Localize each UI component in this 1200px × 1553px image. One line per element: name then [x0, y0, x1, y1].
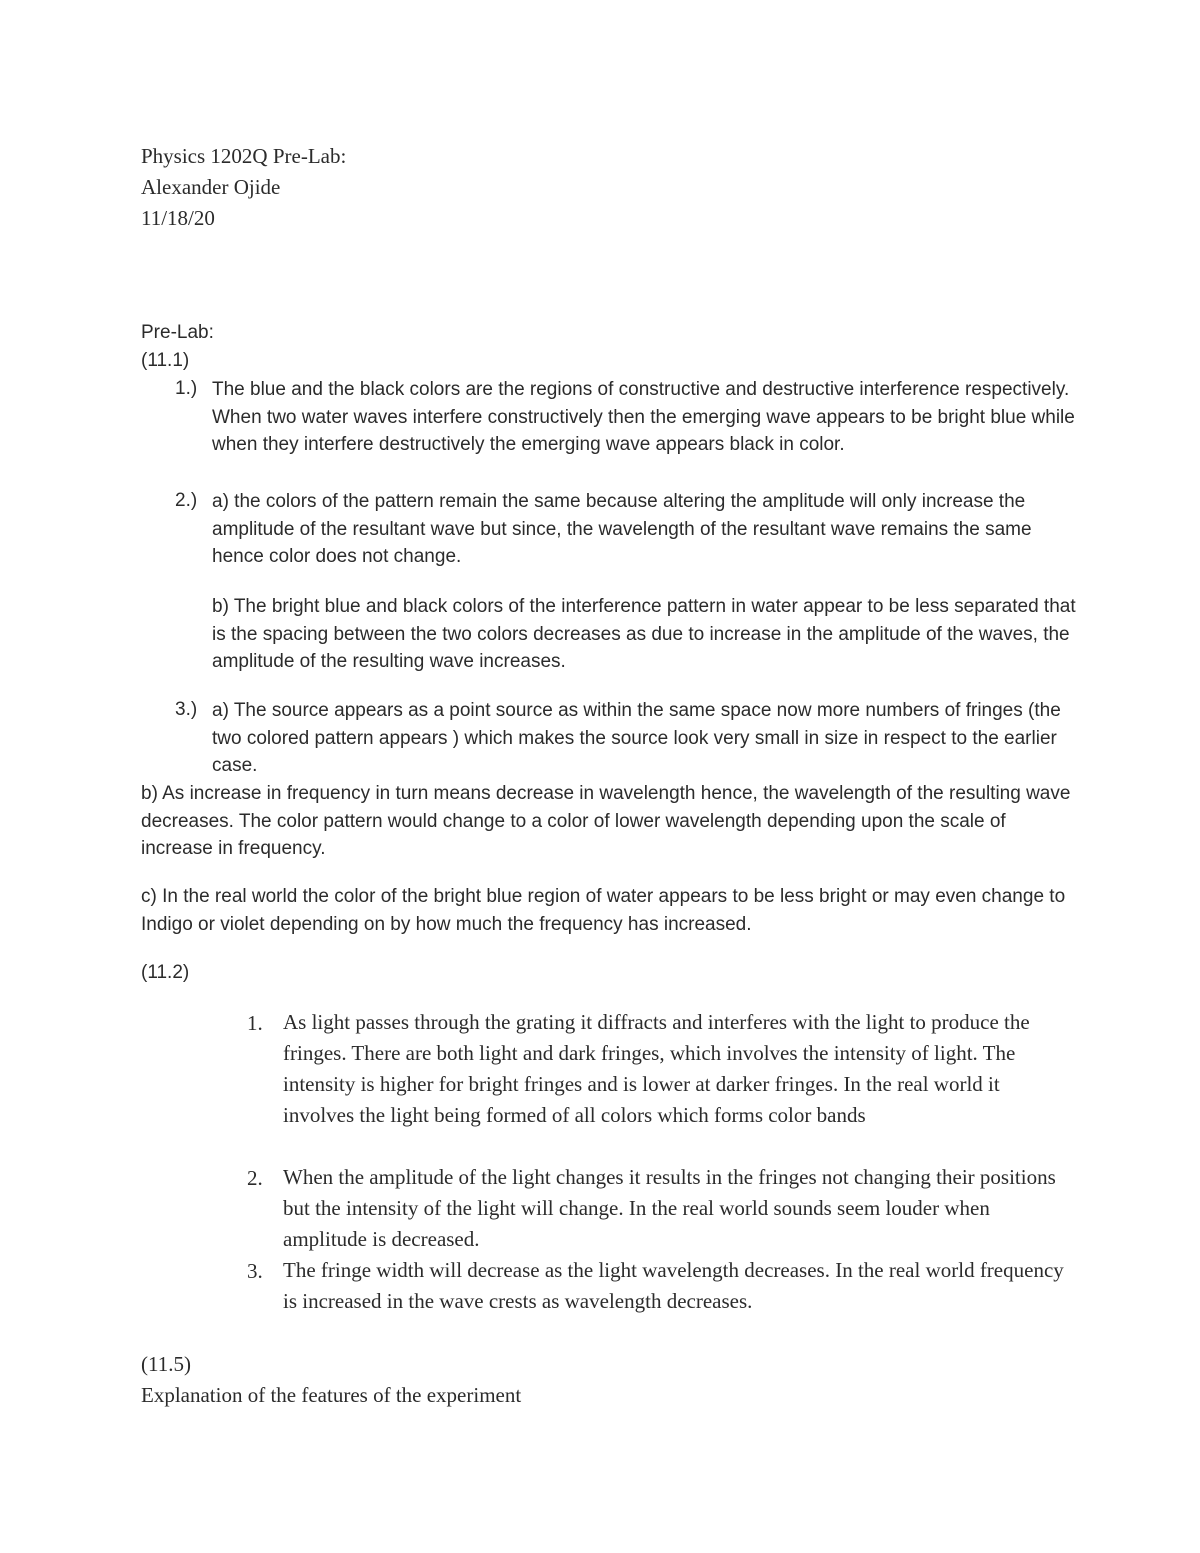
section-label-11-1: (11.1) — [141, 350, 190, 371]
answer-paragraph: a) The source appears as a point source as within the same space now more numbers of fringes (the two colored pattern appears ) which makes the source look very small in size in respect to the earlier case. — [212, 700, 1061, 777]
item-number: 1.) — [175, 378, 198, 399]
section-11-5-text: Explanation of the features of the experiment — [141, 1383, 522, 1407]
answer-paragraph: c) In the real world the color of the bright blue region of water appears to be less bright or may even change to Indigo or violet depending on by how much the frequency has increased. — [141, 886, 1066, 935]
answer-paragraph: When the amplitude of the light changes it results in the fringes not changing their positions but the intensity of the light will change. In the real world sounds seem louder when amplitude is decreased. — [283, 1165, 1056, 1251]
answer-paragraph: As light passes through the grating it diffracts and interferes with the light to produce the fringes. There are both light and dark fringes, which involves the intensity of light. The intensity is higher for bright fringes and is lower at darker fringes. In the real world it involves the light being formed of all colors which forms color bands — [283, 1010, 1030, 1127]
item-number: 1. — [247, 1011, 263, 1035]
prelab-heading: Pre-Lab: — [141, 322, 214, 343]
answer-paragraph: a) the colors of the pattern remain the same because altering the amplitude will only increase the amplitude of the resultant wave but since, the wavelength of the resultant wave remains the same hence color does not change. — [212, 491, 1032, 568]
item-number: 2.) — [175, 490, 198, 511]
item-number: 3.) — [175, 699, 198, 720]
section-label-11-5: (11.5) — [141, 1352, 191, 1376]
answer-paragraph: b) As increase in frequency in turn means decrease in wavelength hence, the wavelength of the resulting wave decreases. The color pattern would change to a color of lower wavelength depending upon the scale of increase in frequency. — [141, 783, 1071, 860]
answer-paragraph: The fringe width will decrease as the light wavelength decreases. In the real world frequency is increased in the wave crests as wavelength decreases. — [283, 1258, 1064, 1313]
answer-paragraph: The blue and the black colors are the regions of constructive and destructive interference respectively. When two water waves interfere constructively then the emerging wave appears to be bright blue while when they interfere destructively the emerging wave appears black in color. — [212, 379, 1075, 456]
document-title: Physics 1202Q Pre-Lab: — [141, 144, 347, 168]
answer-paragraph: b) The bright blue and black colors of the interference pattern in water appear to be less separated that is the spacing between the two colors decreases as due to increase in the amplitude of the waves, the amplitude of the resulting wave increases. — [212, 596, 1076, 673]
item-number: 3. — [247, 1259, 263, 1283]
section-label-11-2: (11.2) — [141, 962, 190, 983]
author-name: Alexander Ojide — [141, 175, 281, 199]
document-date: 11/18/20 — [141, 206, 215, 230]
item-number: 2. — [247, 1166, 263, 1190]
